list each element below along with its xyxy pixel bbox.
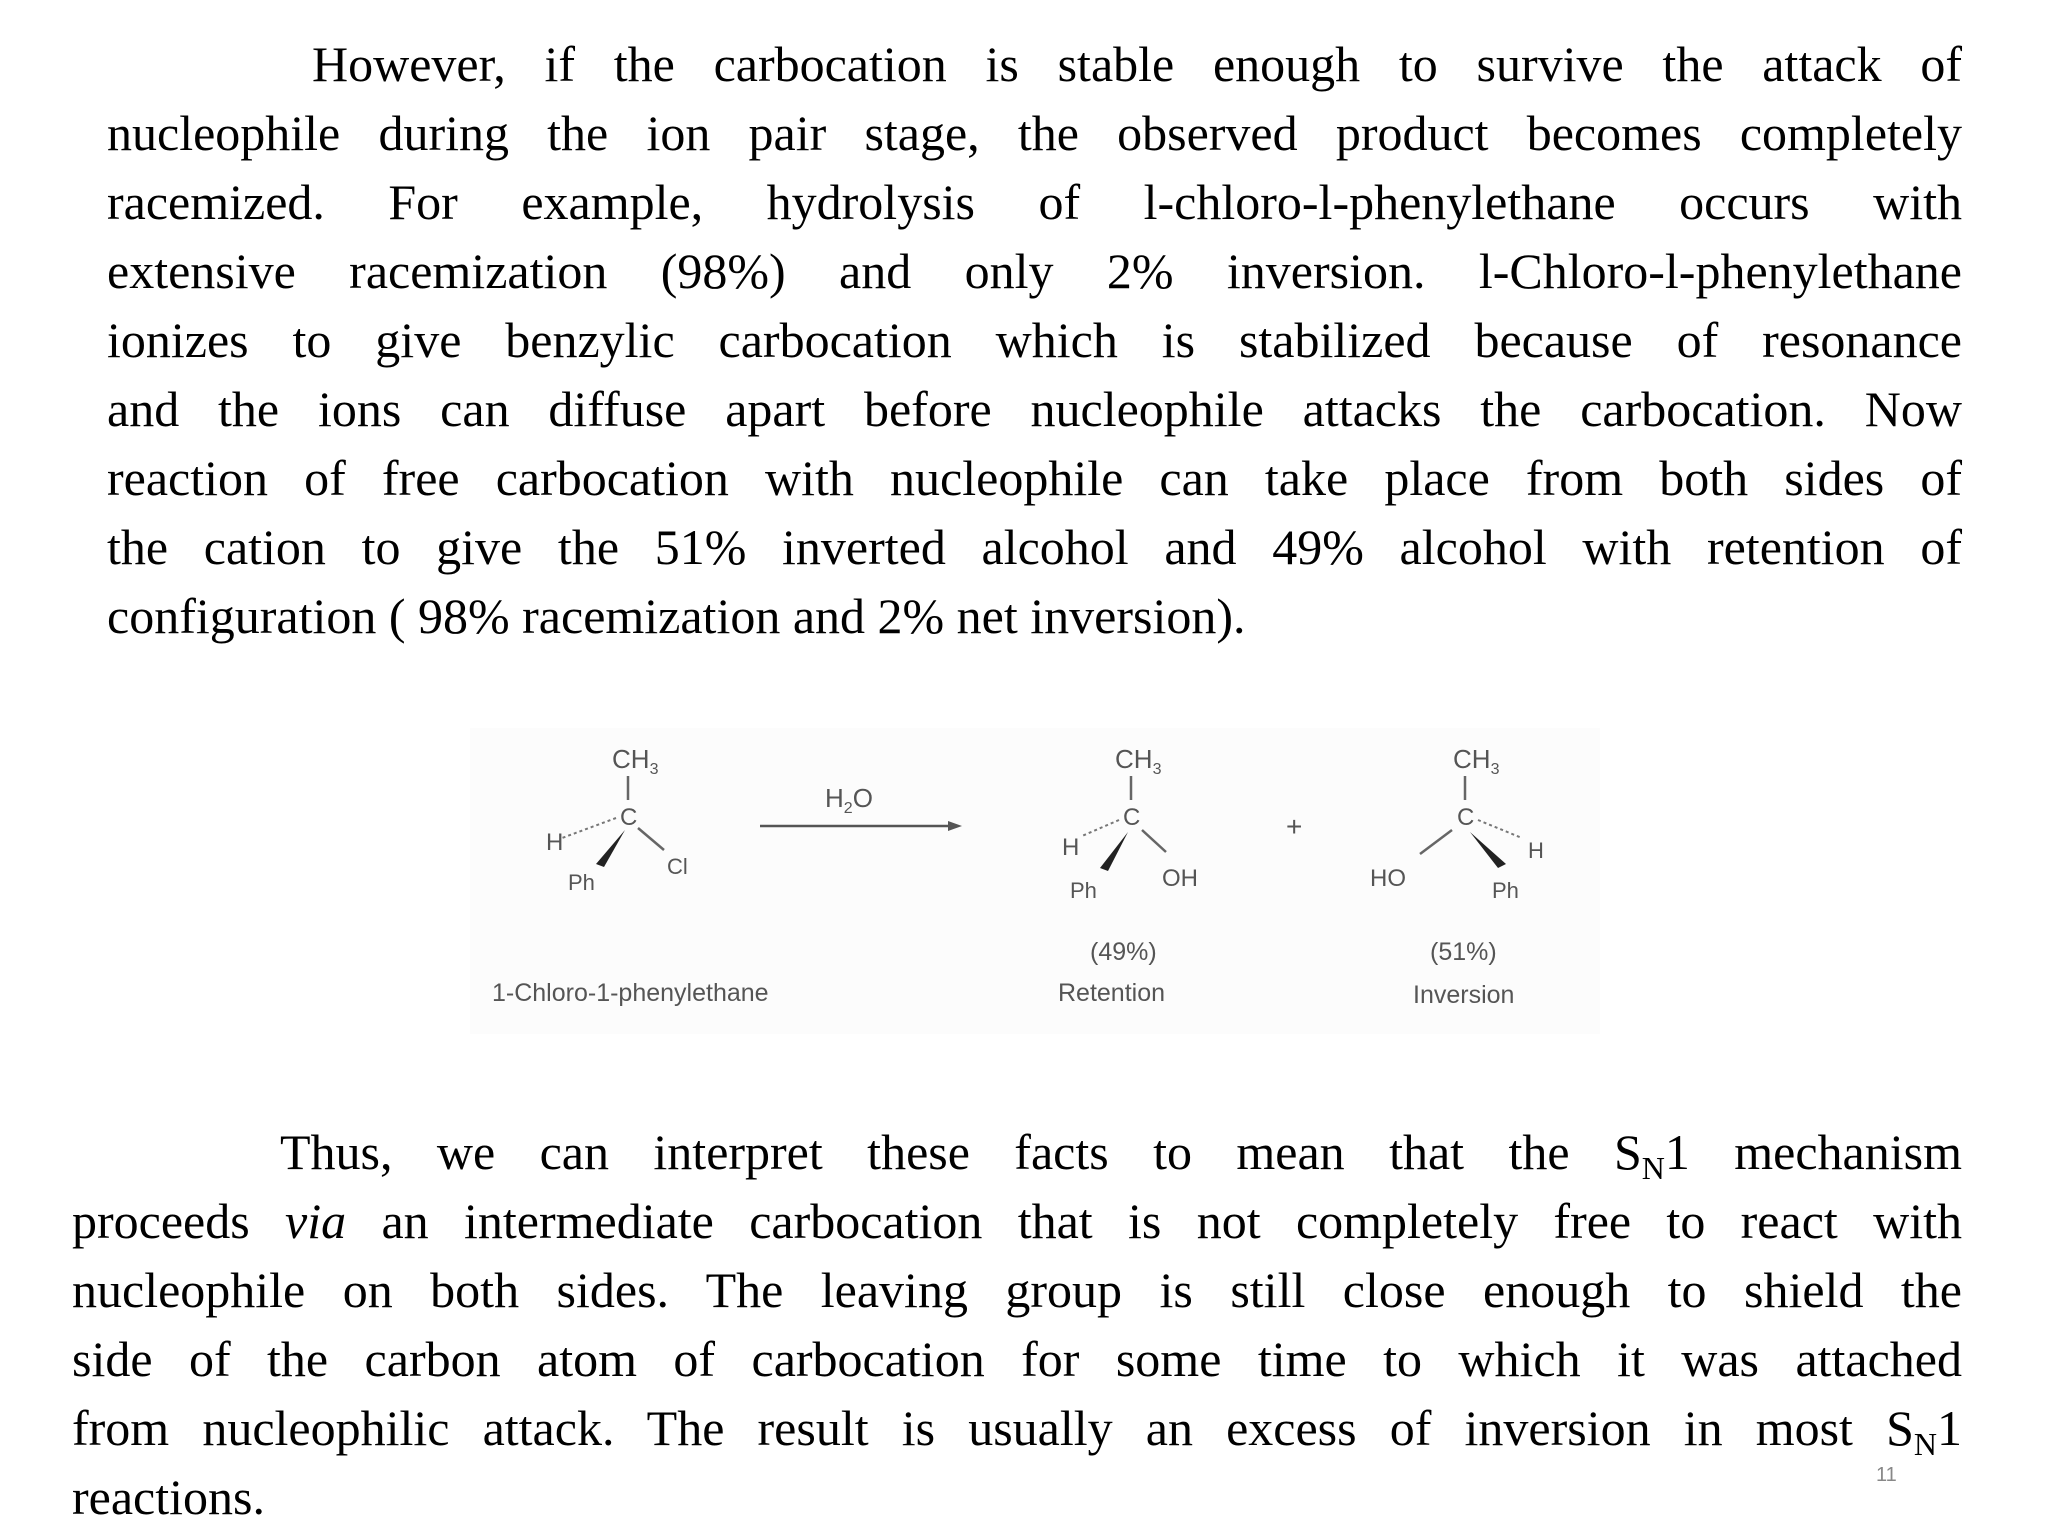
text-line: side of the carbon atom of carbocation for some time to which it was attached bbox=[72, 1331, 1962, 1387]
text-line: racemized. For example, hydrolysis of l-chloro-l-phenylethane occurs with bbox=[107, 174, 1962, 230]
text-line: the cation to give the 51% inverted alcohol and 49% alcohol with retention of bbox=[107, 519, 1962, 575]
product1-percent: (49%) bbox=[1090, 938, 1157, 966]
reaction-arrow bbox=[760, 783, 962, 831]
product-inversion-structure bbox=[1370, 744, 1544, 1009]
product2-label: Inversion bbox=[1413, 981, 1515, 1009]
text-line: reactions. bbox=[72, 1469, 265, 1525]
product1-top-group: $CH_3$ bbox=[1115, 744, 1162, 778]
product1-bottom-group: Ph bbox=[1070, 878, 1097, 903]
product2-bottom-group: Ph bbox=[1492, 878, 1519, 903]
product2-percent: (51%) bbox=[1430, 938, 1497, 966]
product1-left-group: H bbox=[1062, 834, 1080, 861]
product1-label: Retention bbox=[1058, 979, 1166, 1007]
reactant-left-group: H bbox=[546, 829, 564, 856]
product-retention-structure bbox=[1058, 744, 1198, 1007]
reactant-top-group: $CH_3$ bbox=[612, 744, 659, 778]
page-number: 11 bbox=[1876, 1464, 1897, 1486]
text-line: ionizes to give benzylic carbocation which is stabilized because of resonance bbox=[107, 312, 1962, 368]
product1-right-group: OH bbox=[1162, 865, 1198, 892]
text-line: proceeds via an intermediate carbocation that is not completely free to react with bbox=[72, 1193, 1962, 1249]
plus-sign: + bbox=[1286, 811, 1303, 842]
text-line: nucleophile during the ion pair stage, the observed product becomes completely bbox=[107, 105, 1962, 161]
product2-center-atom: C bbox=[1457, 804, 1475, 831]
reagent-label: $H_2O$ bbox=[825, 783, 873, 817]
text-line: Thus, we can interpret these facts to mean that the $S_N1$ mechanism bbox=[280, 1124, 1962, 1186]
text-line: configuration ( 98% racemization and 2% net inversion). bbox=[107, 588, 1246, 644]
text-line: reaction of free carbocation with nucleophile can take place from both sides of bbox=[107, 450, 1962, 506]
text-line: and the ions can diffuse apart before nucleophile attacks the carbocation. Now bbox=[107, 381, 1962, 437]
reactant-center-atom: C bbox=[620, 804, 638, 831]
paragraph-racemization bbox=[107, 30, 1962, 651]
product2-right-group: H bbox=[1528, 838, 1544, 863]
product2-left-group: HO bbox=[1370, 865, 1406, 892]
reactant-name-label: 1-Chloro-1-phenylethane bbox=[492, 979, 769, 1007]
paragraph-sn1-interpretation bbox=[72, 1118, 1962, 1532]
product1-center-atom: C bbox=[1123, 804, 1141, 831]
product2-top-group: $CH_3$ bbox=[1453, 744, 1500, 778]
text-line: nucleophile on both sides. The leaving group is still close enough to shield the bbox=[72, 1262, 1962, 1318]
text-line: from nucleophilic attack. The result is usually an excess of inversion in most $S_N1$ bbox=[72, 1400, 1962, 1462]
text-line: However, if the carbocation is stable enough to survive the attack of bbox=[312, 36, 1962, 92]
reactant-structure bbox=[492, 744, 769, 1007]
reaction-scheme-figure bbox=[470, 728, 1600, 1034]
reactant-right-group: Cl bbox=[667, 854, 688, 879]
text-line: extensive racemization (98%) and only 2% inversion. l-Chloro-l-phenylethane bbox=[107, 243, 1962, 299]
reactant-bottom-group: Ph bbox=[568, 870, 595, 895]
